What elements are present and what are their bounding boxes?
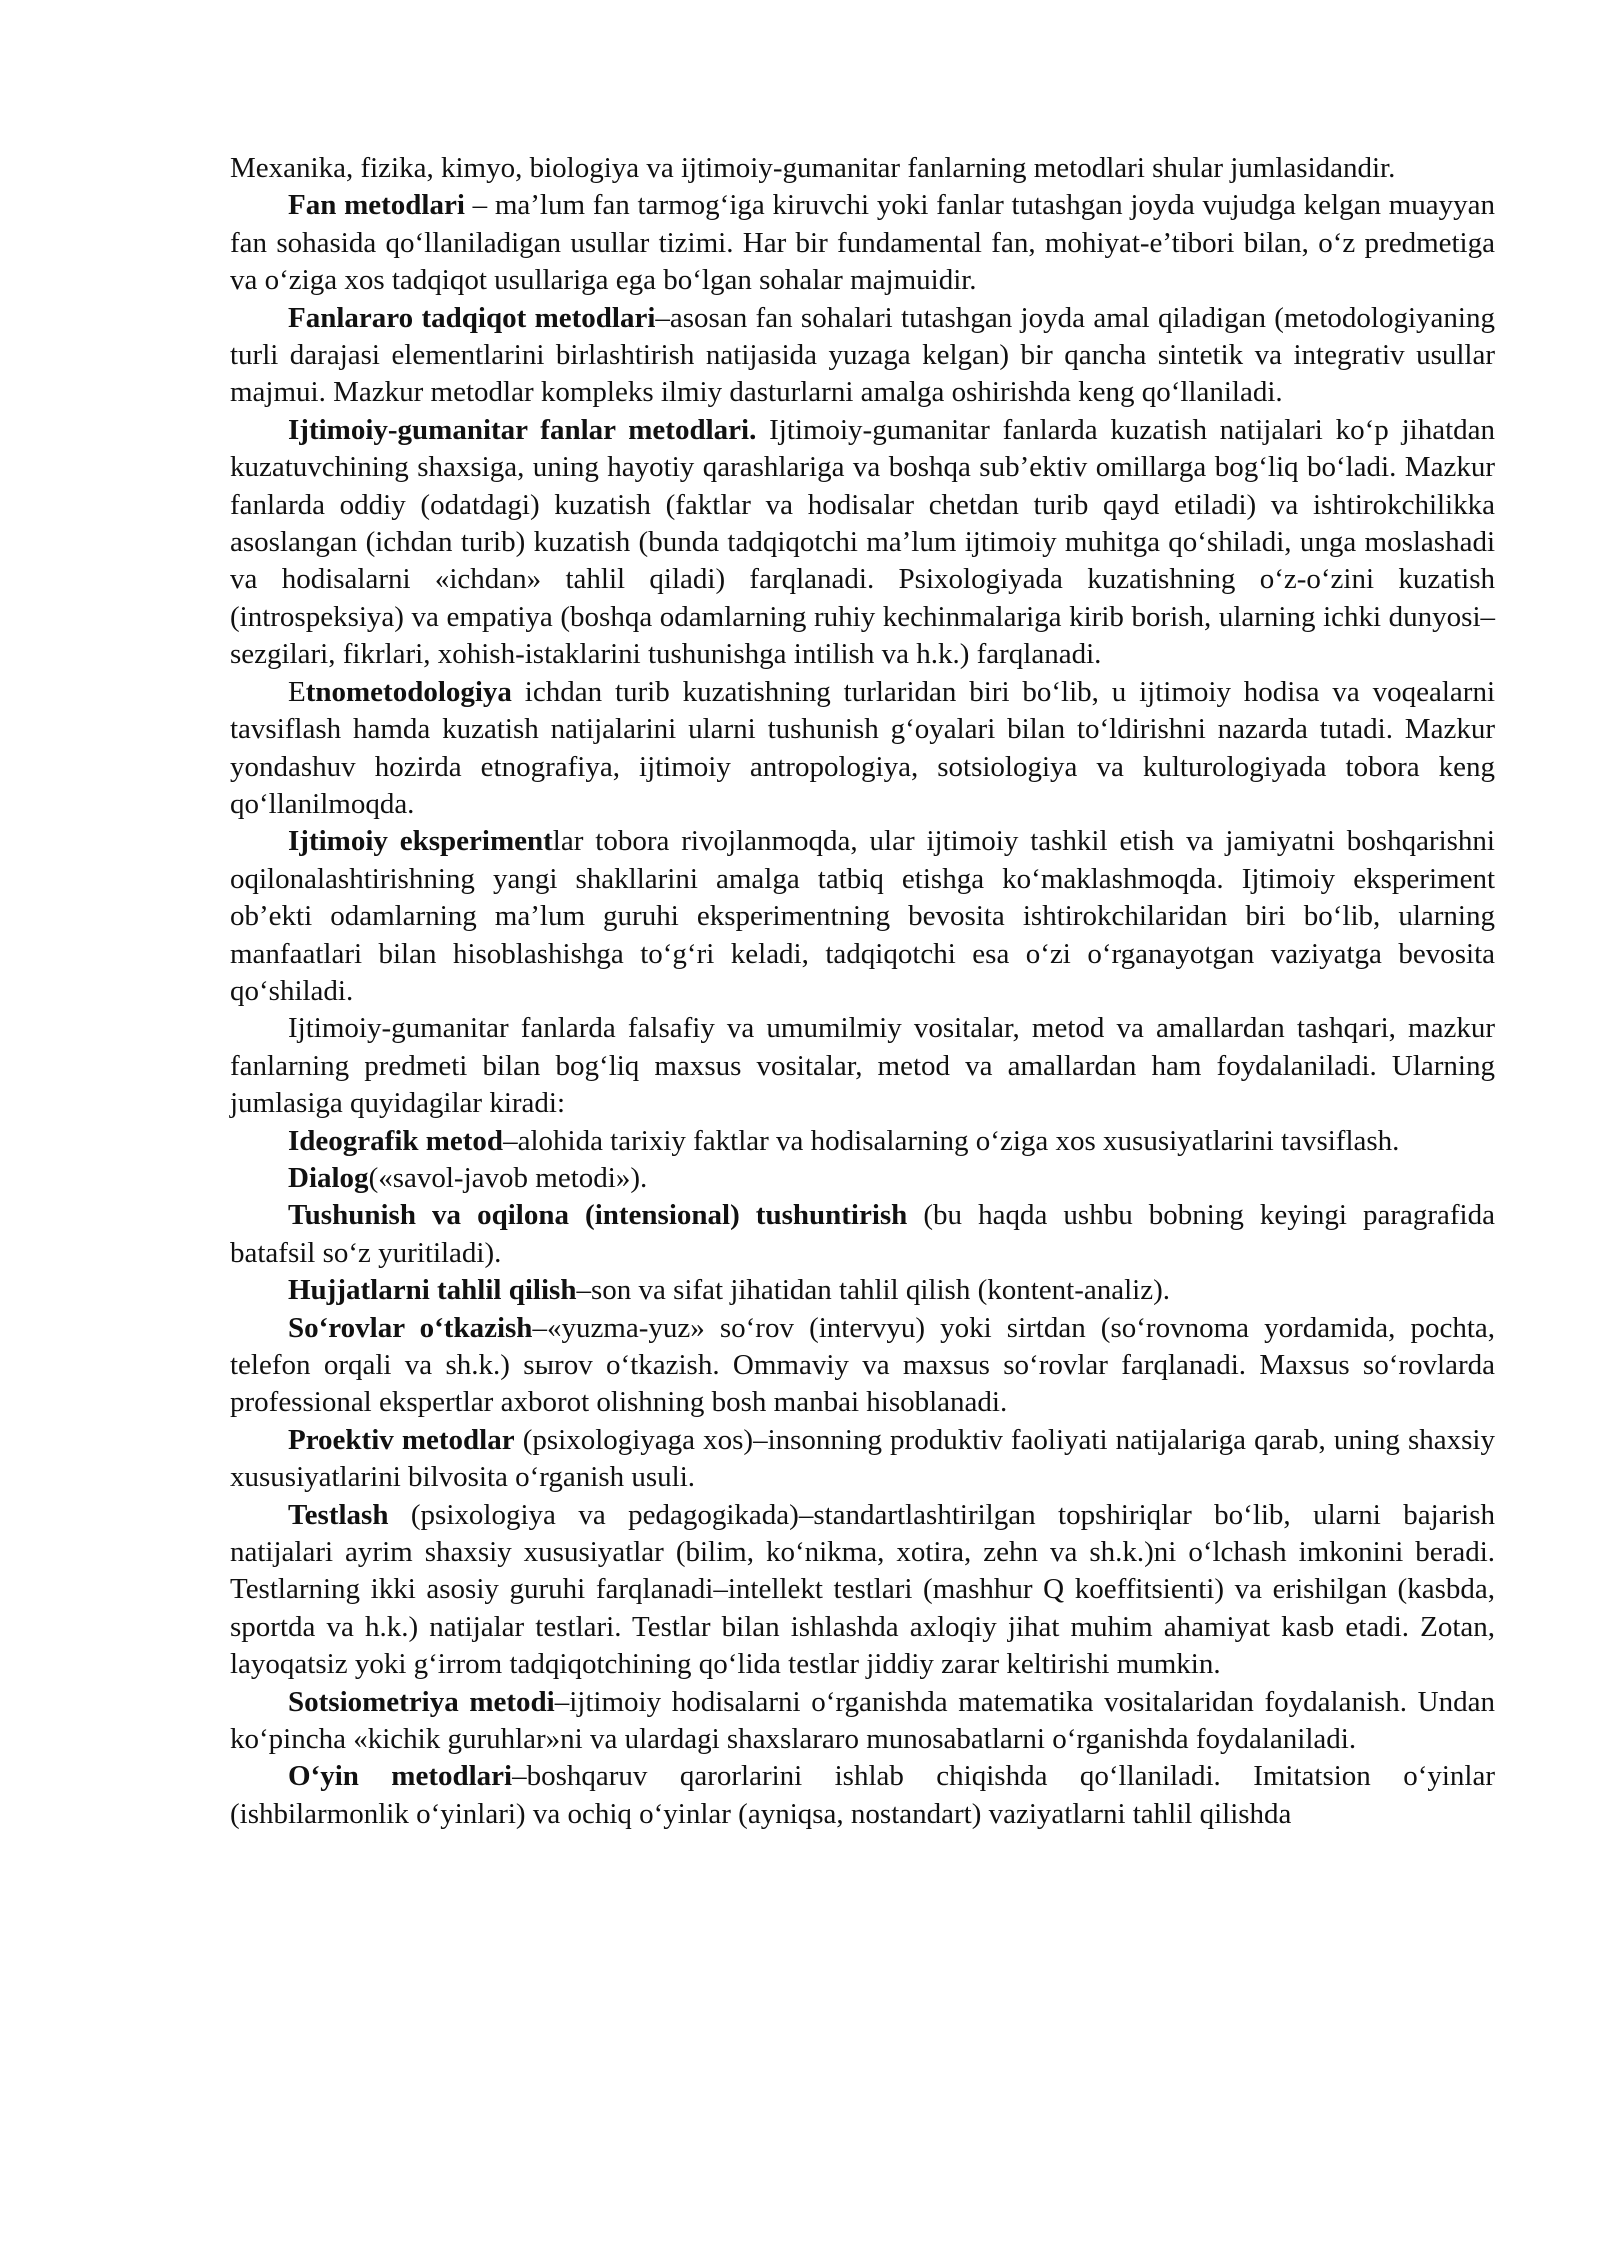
paragraph-text: –alohida tarixiy faktlar va hodisalarning o‘ziga xos xususiyatlarini tavsiflash. [503, 1124, 1400, 1157]
paragraph-text: –ijtimoiy hodisalarni o‘rganishda matematika vositalaridan foydalanish. Undan ko‘pincha «kichik guruhlar»ni va ulardagi shaxslararo munosabatlarni o‘rganishda foydalaniladi. [230, 1685, 1495, 1756]
paragraph-etnometodologiya [230, 674, 1495, 824]
paragraph-text: (psixologiyaga xos)–insonning produktiv faoliyati natijalariga qarab, uning shaxsiy xususiyatlarini bilvosita o‘rganish usuli. [230, 1423, 1495, 1494]
term-heading: tnometodologiya [305, 675, 512, 708]
paragraph-ideografik [230, 1123, 1495, 1160]
term-heading: Ijtimoiy eksperiment [288, 825, 553, 858]
term-heading: Fan metodlari [288, 189, 465, 222]
paragraph-fan-metodlari [230, 187, 1495, 299]
paragraph-sciences-list [230, 150, 1495, 187]
paragraph-text: – ma’lum fan tarmog‘iga kiruvchi yoki fanlar tutashgan joyda vujudga kelgan muayyan fan sohasida qo‘llaniladigan usullar tizimi. Har bir fundamental fan, mohiyat-e’tibori bilan, o‘z predmetiga va o‘ziga xos tadqiqot usullariga ega bo‘lgan sohalar majmuidir. [230, 189, 1495, 297]
term-heading: Hujjatlarni tahlil qilish [288, 1274, 577, 1307]
paragraph-text: (psixologiya va pedagogikada)–standartlashtirilgan topshiriqlar bo‘lib, ularni bajarish natijalari ayrim shaxsiy xususiyatlar (bilim, ko‘nikma, xotira, zehn va sh.k.)ni o‘lchash imkonini beradi. Testlarning ikki asosiy guruhi farqlanadi–intellekt testlari (mashhur Q koeffitsienti) va erishilgan (kasbda, sportda va h.k.) natijalar testlari. Testlar bilan ishlashda axloqiy jihat muhim ahamiyat kasb etadi. Zotan, layoqatsiz yoki g‘irrom tadqiqotchining qo‘lida testlar jiddiy zarar keltirishi mumkin. [230, 1498, 1495, 1681]
term-heading: Testlash [288, 1498, 389, 1531]
paragraph-proektiv [230, 1422, 1495, 1497]
term-heading: Proektiv metodlar [288, 1423, 515, 1456]
term-heading: O‘yin metodlari [288, 1760, 513, 1793]
paragraph-sotsiometriya [230, 1684, 1495, 1759]
term-heading: So‘rovlar o‘tkazish [288, 1311, 533, 1344]
paragraph-text: ichdan turib kuzatishning turlaridan biri bo‘lib, u ijtimoiy hodisa va voqealarni tavsiflash hamda kuzatish natijalarini ularni tushunish g‘oyalari bilan to‘ldirishni nazarda tutadi. Mazkur yondashuv hozirda etnografiya, ijtimoiy antropologiya, sotsiologiya va kulturologiyada tobora keng qo‘llanilmoqda. [230, 675, 1495, 820]
term-heading: Fanlararo tadqiqot metodlari [288, 301, 656, 334]
paragraph-text: –«yuzma-yuz» so‘rov (intervyu) yoki sirtdan (so‘rovnoma yordamida, pochta, telefon orqali va sh.k.) sыrov o‘tkazish. Ommaviy va maxsus so‘rovlar farqlanadi. Maxsus so‘rovlarda professional ekspertlar axborot olishning bosh manbai hisoblanadi. [230, 1311, 1496, 1419]
paragraph-oyin-metodlari [230, 1758, 1495, 1833]
paragraph-text: –boshqaruv qarorlarini ishlab chiqishda qo‘llaniladi. Imitatsion o‘yinlar (ishbilarmonlik o‘yinlari) va ochiq o‘yinlar (ayniqsa, nostandart) vaziyatlarni tahlil qilishda [230, 1760, 1495, 1830]
paragraph-text: (bu haqda ushbu bobning keyingi paragrafida batafsil so‘z yuritiladi). [230, 1199, 1495, 1269]
term-heading: Sotsiometriya metodi [288, 1685, 555, 1718]
paragraph-text: Ijtimoiy-gumanitar fanlarda kuzatish natijalari ko‘p jihatdan kuzatuvchining shaxsiga, uning hayotiy qarashlariga va boshqa sub’ektiv omillarga bog‘liq bo‘ladi. Mazkur fanlarda oddiy (odatdagi) kuzatish (faktlar va hodisalar chetdan turib qayd etiladi) va ishtirokchilikka asoslangan (ichdan turib) kuzatish (bunda tadqiqotchi ma’lum ijtimoiy muhitga qo‘shiladi, unga moslashadi va hodisalarni «ichdan» tahlil qiladi) farqlanadi. Psixologiyada kuzatishning o‘z-o‘zini kuzatish (introspeksiya) va empatiya (boshqa odamlarning ruhiy kechinmalariga kirib borish, ularning ichki dunyosi–sezgilari, fikrlari, xohish-istaklarini tushunishga intilish va h.k.) farqlanadi. [230, 413, 1495, 671]
paragraph-text: («savol-javob metodi»). [368, 1161, 648, 1194]
paragraph-special-methods-intro [230, 1010, 1495, 1122]
paragraph-text: Mexanika, fizika, kimyo, biologiya va ijtimoiy-gumanitar fanlarning metodlari shular jumlasidandir. [230, 152, 1396, 184]
document-page [230, 150, 1495, 1833]
paragraph-ijtimoiy-gumanitar [230, 412, 1495, 674]
term-heading: Ijtimoiy-gumanitar fanlar metodlari. [288, 413, 757, 446]
paragraph-hujjatlar [230, 1272, 1495, 1309]
paragraph-text: Ijtimoiy-gumanitar fanlarda falsafiy va umumilmiy vositalar, metod va amallardan tashqari, mazkur fanlarning predmeti bilan bog‘liq maxsus vositalar, metod va amallardan ham foydalaniladi. Ularning jumlasiga quyidagilar kiradi: [230, 1012, 1495, 1120]
term-heading: Dialog [288, 1161, 369, 1194]
paragraph-fanlararo [230, 300, 1495, 412]
term-initial: E [288, 675, 306, 708]
paragraph-text: –son va sifat jihatidan tahlil qilish (kontent-analiz). [576, 1274, 1171, 1307]
term-heading: Tushunish va oqilona (intensional) tushuntirish [288, 1199, 908, 1232]
paragraph-text: lar tobora rivojlanmoqda, ular ijtimoiy tashkil etish va jamiyatni boshqarishni oqilonalashtirishning yangi shakllarini amalga tatbiq etishga ko‘maklashmoqda. Ijtimoiy eksperiment ob’ekti odamlarning ma’lum guruhi eksperimentning bevosita ishtirokchilaridan biri bo‘lib, ularning manfaatlari bilan hisoblashishga to‘g‘ri keladi, tadqiqotchi esa o‘zi o‘rganayotgan vaziyatga bevosita qo‘shiladi. [230, 825, 1495, 1007]
term-heading: Ideografik metod [288, 1124, 504, 1157]
paragraph-dialog [230, 1160, 1495, 1197]
paragraph-tushunish [230, 1197, 1495, 1272]
paragraph-text: –asosan fan sohalari tutashgan joyda amal qiladigan (metodologiyaning turli darajasi elementlarini birlashtirish natijasida yuzaga kelgan) bir qancha sintetik va integrativ usullar majmui. Mazkur metodlar kompleks ilmiy dasturlarni amalga oshirishda keng qo‘llaniladi. [230, 301, 1495, 409]
paragraph-sorovlar [230, 1310, 1495, 1422]
paragraph-ijtimoiy-eksperiment [230, 823, 1495, 1010]
paragraph-testlash [230, 1497, 1495, 1684]
